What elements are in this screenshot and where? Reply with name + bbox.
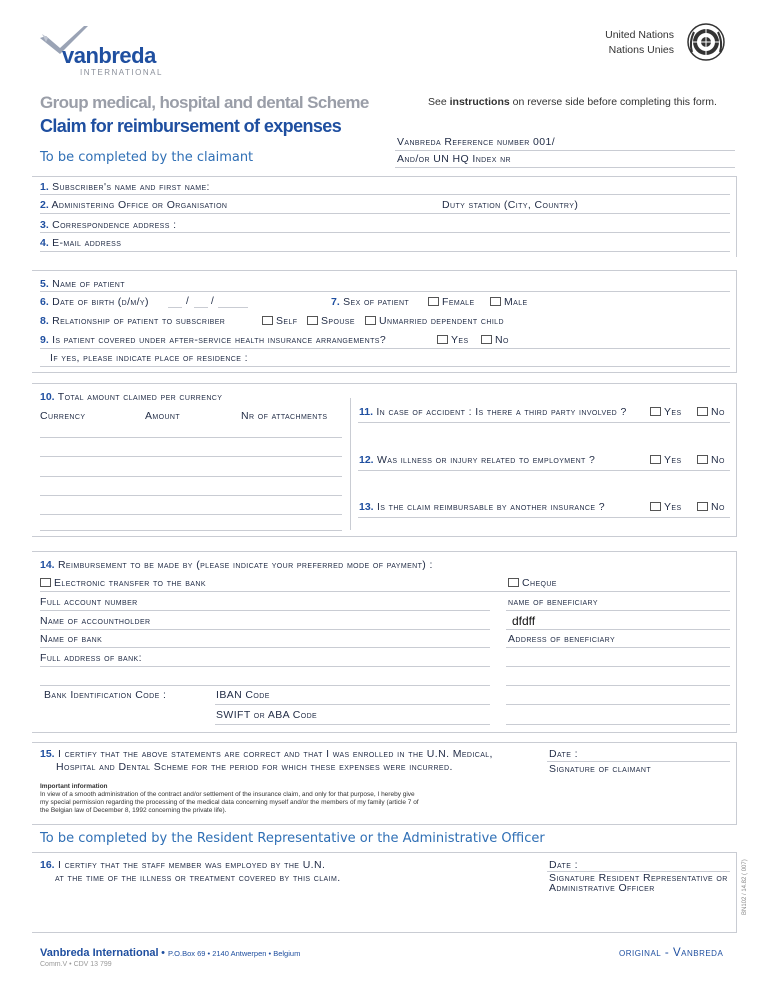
vanbreda-wordmark: vanbreda	[62, 43, 156, 68]
vanbreda-logo	[38, 22, 178, 78]
checkbox-icon	[40, 578, 51, 587]
employment-certification-text: 16. I certify that the staff member was employed by the U.N. at the time of the illness or treatment covered by this claim.	[40, 859, 341, 884]
instructions-note	[428, 96, 717, 108]
index-nr-field[interactable]	[395, 167, 735, 168]
dob-sep-2: /	[211, 296, 214, 307]
electronic-transfer-checkbox[interactable]: Electronic transfer to the bank	[40, 577, 206, 589]
subscriber-name-label: 1. Subscriber's name and first name:	[40, 181, 210, 193]
checkbox-icon	[262, 316, 273, 325]
amount-col-header: Amount	[145, 410, 181, 422]
checkbox-icon	[650, 502, 661, 511]
checkbox-icon	[650, 407, 661, 416]
checkbox-icon	[697, 455, 708, 464]
claimant-date-label: Date :	[549, 748, 578, 760]
reimbursement-mode-label: 14. Reimbursement to be made by (please indicate your preferred mode of payment) :	[40, 559, 433, 571]
after-service-label: 9. Is patient covered under after-service health insurance arrangements?	[40, 334, 387, 346]
beneficiary-address-field-1[interactable]	[506, 666, 730, 667]
checkbox-icon	[697, 407, 708, 416]
checkbox-icon	[365, 316, 376, 325]
attachments-col-header: Nr of attachments	[241, 410, 328, 422]
cheque-checkbox[interactable]: Cheque	[508, 577, 557, 589]
third-party-yes-checkbox[interactable]: Yes	[650, 406, 682, 418]
rep-signature-label: Signature Resident Representative or Administrative Officer	[549, 872, 728, 894]
bank-address-field-2[interactable]	[40, 685, 490, 686]
important-info	[40, 783, 420, 815]
other-insurance-yes-checkbox[interactable]: Yes	[650, 501, 682, 513]
footer-legal: Comm.V • CDV 13 799	[40, 961, 112, 968]
self-checkbox[interactable]: Self	[262, 315, 297, 327]
beneficiary-address-field-4[interactable]	[506, 724, 730, 725]
swift-field[interactable]	[215, 724, 490, 725]
un-name-en: United Nations	[605, 29, 674, 41]
employment-related-label: 12. Was illness or injury related to employment ?	[359, 454, 596, 466]
admin-office-label: 2. Administering Office or Organisation	[40, 199, 228, 211]
dob-sep-1: /	[186, 296, 189, 307]
footer-original: original - Vanbreda	[619, 947, 724, 959]
spouse-checkbox[interactable]: Spouse	[307, 315, 355, 327]
un-emblem-icon	[686, 22, 726, 62]
ref-number-field[interactable]	[395, 150, 735, 151]
after-service-yes-checkbox[interactable]: Yes	[437, 334, 469, 346]
dob-year-field[interactable]	[218, 307, 248, 308]
checkbox-icon	[697, 502, 708, 511]
female-checkbox[interactable]: Female	[428, 296, 475, 308]
duty-station-label: Duty station (City, Country)	[442, 199, 579, 211]
residence-field[interactable]	[40, 366, 730, 367]
amount-row-3[interactable]	[40, 476, 342, 477]
swift-label: SWIFT or ABA Code	[216, 709, 318, 721]
certification-text: 15. I certify that the above statements are correct and that I was enrolled in the U.N. Medical, Hospital and Dental Scheme for the period for which these expenses were incurred.	[40, 748, 493, 773]
third-party-label: 11. In case of accident : Is there a third party involved ?	[359, 406, 627, 418]
vanbreda-sub: INTERNATIONAL	[80, 68, 163, 77]
employment-no-checkbox[interactable]: No	[697, 454, 725, 466]
dob-day-field[interactable]	[168, 307, 182, 308]
un-label	[605, 28, 674, 58]
claimant-signature-label: Signature of claimant	[549, 763, 652, 775]
beneficiary-address-field-3[interactable]	[506, 704, 730, 705]
amount-row-2[interactable]	[40, 456, 342, 457]
subscriber-name-field[interactable]	[40, 194, 730, 195]
dob-month-field[interactable]	[194, 307, 208, 308]
other-insurance-label: 13. Is the claim reimbursable by another insurance ?	[359, 501, 606, 513]
footer-company-name: Vanbreda International	[40, 947, 159, 959]
dob-label: 6. Date of birth (d/m/y)	[40, 296, 149, 308]
checkbox-icon	[490, 297, 501, 306]
ref-number-label: Vanbreda Reference number 001/	[397, 136, 556, 148]
relationship-label: 8. Relationship of patient to subscriber	[40, 315, 226, 327]
checkbox-icon	[481, 335, 492, 344]
male-checkbox[interactable]: Male	[490, 296, 528, 308]
index-nr-label: And/or UN HQ Index nr	[397, 153, 511, 165]
bank-address-field-1[interactable]	[40, 666, 490, 667]
beneficiary-address-field-2[interactable]	[506, 685, 730, 686]
account-holder-field[interactable]	[40, 629, 490, 630]
beneficiary-name-field[interactable]: dfdff	[512, 614, 536, 628]
instructions-post: on reverse side before completing this form.	[509, 96, 717, 108]
after-service-no-checkbox[interactable]: No	[481, 334, 509, 346]
claimant-date-field[interactable]	[547, 761, 730, 762]
sex-label: 7. Sex of patient	[331, 296, 410, 308]
beneficiary-address-label: Address of beneficiary	[508, 633, 616, 645]
checkbox-icon	[508, 578, 519, 587]
checkbox-icon	[650, 455, 661, 464]
footer-company: Vanbreda International • P.O.Box 69 • 2140 Antwerpen • Belgium	[40, 947, 301, 959]
child-checkbox[interactable]: Unmarried dependent child	[365, 315, 504, 327]
rep-date-label: Date :	[549, 859, 578, 871]
footer-address: P.O.Box 69 • 2140 Antwerpen • Belgium	[168, 949, 301, 958]
email-field[interactable]	[40, 251, 730, 252]
checkbox-icon	[428, 297, 439, 306]
amount-row-1[interactable]	[40, 437, 342, 438]
employment-yes-checkbox[interactable]: Yes	[650, 454, 682, 466]
checkbox-icon	[307, 316, 318, 325]
bic-label: Bank Identification Code :	[44, 689, 167, 701]
bank-name-label: Name of bank	[40, 633, 103, 645]
account-holder-label: Name of accountholder	[40, 615, 151, 627]
email-label: 4. E-mail address	[40, 237, 122, 249]
resident-rep-heading: To be completed by the Resident Representative or the Administrative Officer	[40, 831, 545, 846]
bank-name-field[interactable]	[40, 647, 490, 648]
instructions-pre: See	[428, 96, 450, 108]
un-name-fr: Nations Unies	[608, 44, 674, 56]
amount-row-5[interactable]	[40, 514, 342, 515]
form-title-blue: Claim for reimbursement of expenses	[40, 116, 342, 136]
form-title-grey: Group medical, hospital and dental Scheme	[40, 93, 369, 112]
residence-label: If yes, please indicate place of residence :	[50, 352, 248, 364]
side-form-code: BN102 / 14.82 ( 007)	[742, 859, 748, 915]
amount-row-6[interactable]	[40, 530, 342, 531]
checkbox-icon	[437, 335, 448, 344]
instructions-bold: instructions	[449, 96, 510, 108]
third-party-no-checkbox[interactable]: No	[697, 406, 725, 418]
claimant-heading: To be completed by the claimant	[40, 150, 254, 165]
important-info-title: Important information	[40, 783, 108, 790]
patient-name-label: 5. Name of patient	[40, 278, 125, 290]
other-insurance-no-checkbox[interactable]: No	[697, 501, 725, 513]
admin-office-field[interactable]	[40, 213, 730, 214]
important-info-body: In view of a smooth administration of the contract and/or settlement of the insurance claim, and only for that purpose, I hereby give my special permission regarding the processing of the medical data concerning myself and/or the members of my family (article 7 of the Belgian law of December 8, 1992 concerning the private life).	[40, 791, 419, 814]
total-amount-label: 10. Total amount claimed per currency	[40, 391, 223, 403]
bank-address-label: Full address of bank:	[40, 652, 142, 664]
account-number-label: Full account number	[40, 596, 138, 608]
iban-label: IBAN Code	[216, 689, 270, 701]
account-number-field[interactable]	[40, 610, 490, 611]
patient-name-field[interactable]	[40, 291, 730, 292]
iban-field[interactable]	[215, 704, 490, 705]
currency-col-header: Currency	[40, 410, 86, 422]
correspondence-address-field[interactable]	[40, 232, 730, 233]
amount-row-4[interactable]	[40, 495, 342, 496]
correspondence-address-label: 3. Correspondence address :	[40, 219, 177, 231]
beneficiary-name-label: name of beneficiary	[508, 596, 598, 608]
